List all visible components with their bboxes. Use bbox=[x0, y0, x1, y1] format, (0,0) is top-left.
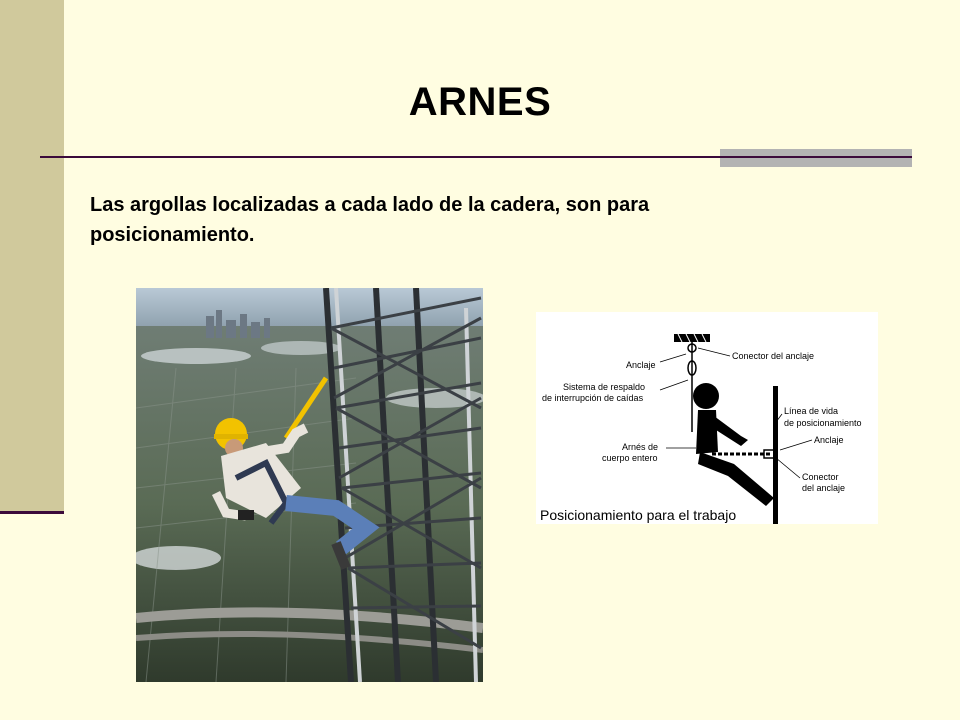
label-conector-top: Conector del anclaje bbox=[732, 351, 815, 361]
label-anclaje-right: Anclaje bbox=[814, 435, 844, 445]
label-sistema-1: Sistema de respaldo bbox=[563, 382, 646, 392]
label-conector-b1: Conector bbox=[802, 472, 839, 482]
label-arnes-1: Arnés de bbox=[622, 442, 659, 452]
label-linea-1: Línea de vida bbox=[784, 406, 839, 416]
label-sistema-2: de interrupción de caídas bbox=[542, 393, 644, 403]
person-head bbox=[693, 383, 719, 409]
label-arnes-2: cuerpo entero bbox=[602, 453, 658, 463]
diagram-caption: Posicionamiento para el trabajo bbox=[540, 507, 737, 523]
title-rule-accent-line bbox=[720, 156, 912, 158]
label-conector-b2: del anclaje bbox=[802, 483, 846, 493]
label-linea-2: de posicionamiento bbox=[784, 418, 862, 428]
label-anclaje-top: Anclaje bbox=[626, 360, 656, 370]
tower-worker-photo bbox=[136, 288, 483, 682]
left-band-rule bbox=[0, 511, 64, 514]
left-side-band bbox=[0, 0, 64, 512]
title-rule-accent bbox=[720, 149, 912, 167]
slide-title: ARNES bbox=[408, 80, 552, 124]
positioning-diagram bbox=[536, 312, 878, 524]
anchor-plate bbox=[674, 334, 710, 342]
slide-body-text: Las argollas localizadas a cada lado de la cadera, son para posicionamiento. bbox=[90, 194, 650, 246]
